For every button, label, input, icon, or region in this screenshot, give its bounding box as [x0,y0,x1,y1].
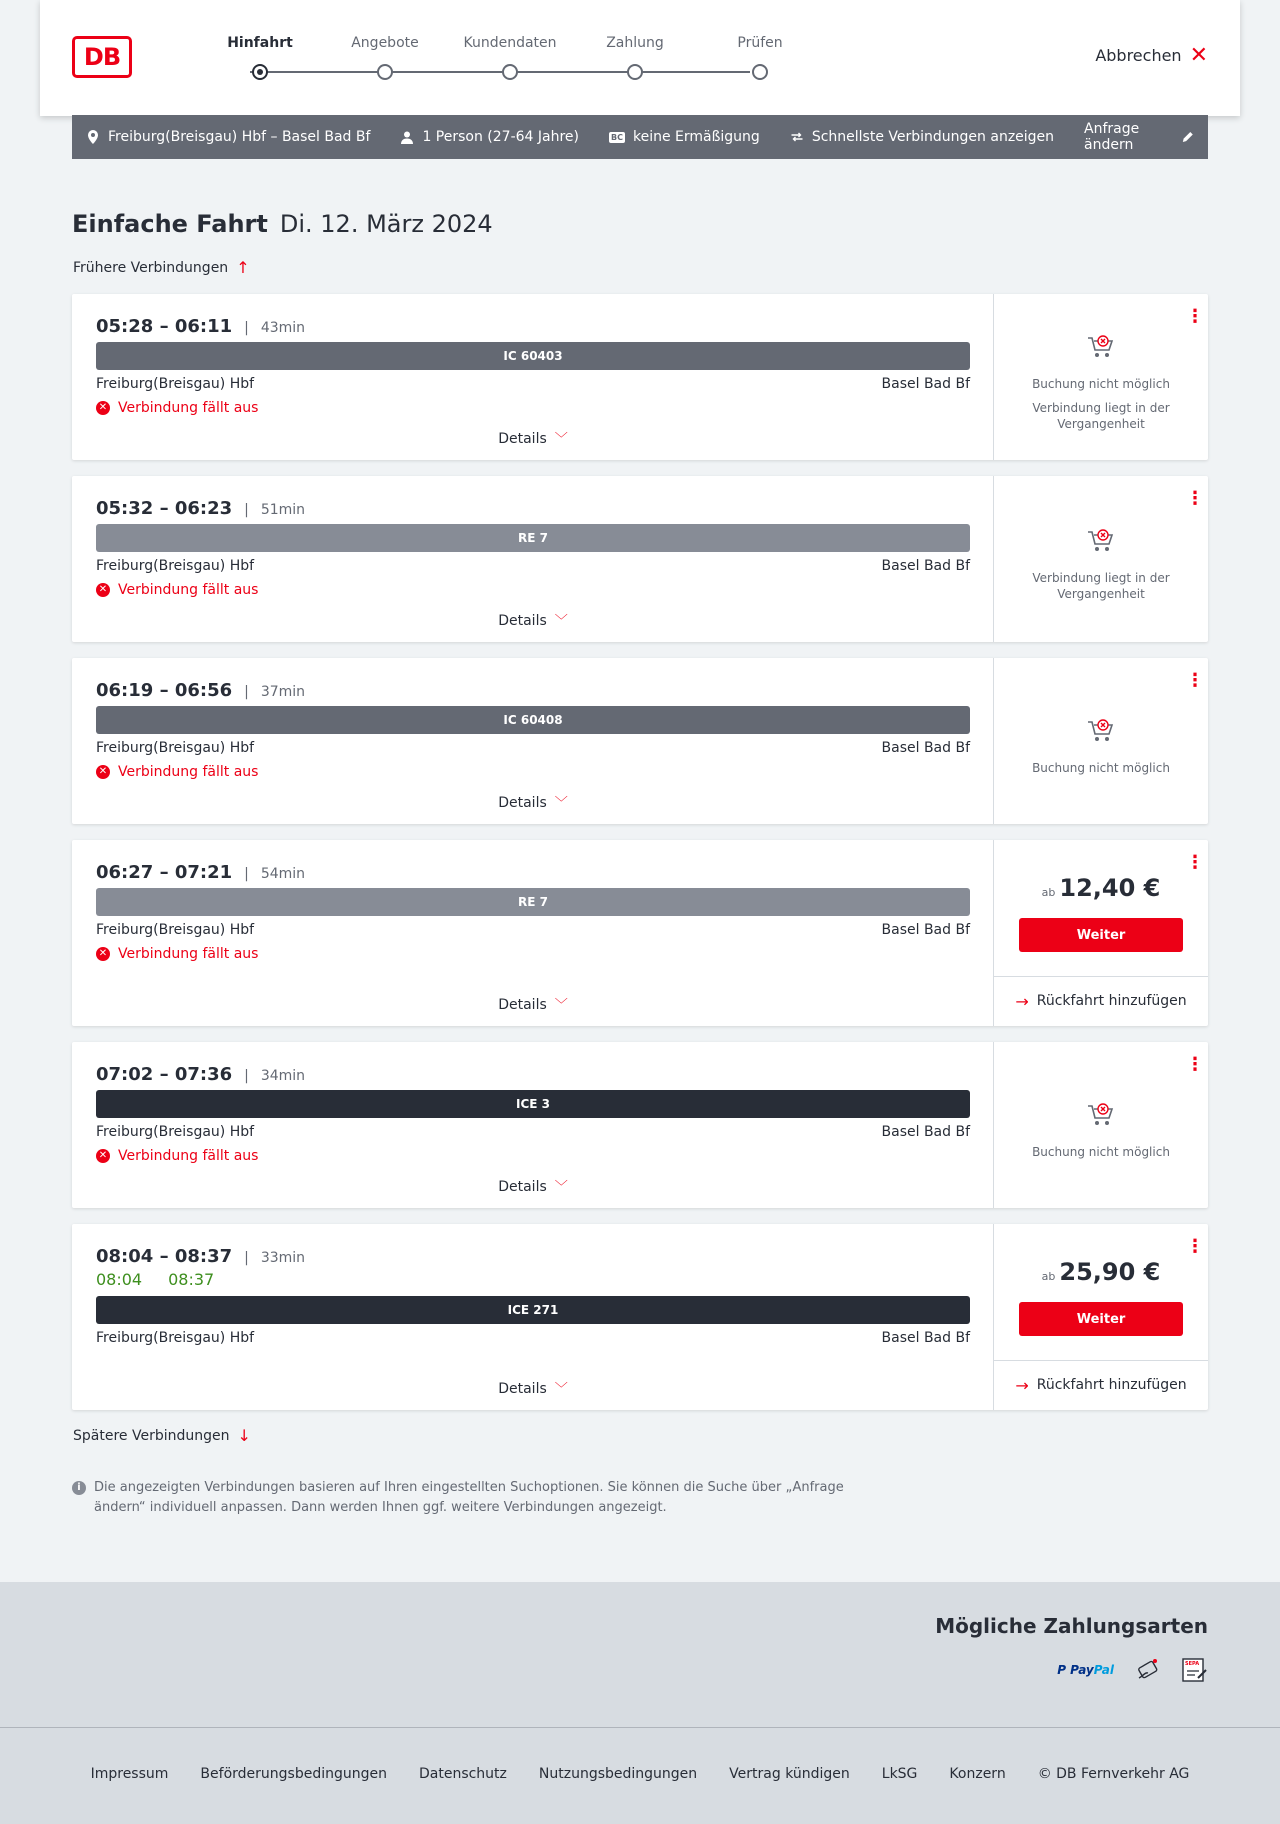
connection-card [72,658,1208,824]
departure-station: Freiburg(Breisgau) Hbf [96,922,255,938]
connection-times: 06:27 – 07:21 | 54min [96,862,306,883]
train-bar[interactable]: IC 60403 [96,342,970,370]
connection-offer-panel [994,840,1208,1026]
connection-card [72,1042,1208,1208]
chevron-down-icon: ﹀ [554,614,568,629]
connection-times: 08:04 – 08:37 | 33min [96,1246,306,1267]
details-toggle[interactable]: Details ﹀ [498,431,568,447]
booking-header [40,0,1240,116]
arrival-station: Basel Bad Bf [881,740,970,756]
realtime-times [96,1270,240,1289]
traveller-summary: 1 Person (27-64 Jahre) [400,129,579,145]
in-past-text: Verbindung liegt in der Vergangenheit [1032,571,1170,601]
error-x-icon: ✕ [96,1149,110,1163]
stations-row [96,376,970,392]
connection-offer-panel [994,1224,1208,1410]
connection-times: 05:32 – 06:23 | 51min [96,498,306,519]
details-toggle[interactable]: Details ﹀ [498,795,568,811]
train-bar[interactable]: IC 60408 [96,706,970,734]
cancelled-notice: ✕ Verbindung fällt aus [96,582,258,598]
step-pruefen: Prüfen [700,35,820,53]
cancel-button[interactable]: Abbrechen ✕ [1095,42,1208,68]
earlier-connections-link[interactable]: Frühere Verbindungen ↑ [73,258,250,277]
details-toggle[interactable]: Details ﹀ [498,1179,568,1195]
error-x-icon: ✕ [96,765,110,779]
train-bar[interactable]: ICE 3 [96,1090,970,1118]
payment-methods-title: Mögliche Zahlungsarten [935,1614,1208,1638]
more-options-icon[interactable]: ⋮ [1186,306,1204,327]
payment-icons [1035,1658,1208,1682]
stations-row [96,922,970,938]
chevron-down-icon: ﹀ [554,432,568,447]
footer-link-konzern[interactable]: Konzern [949,1766,1006,1782]
arrival-station: Basel Bad Bf [881,1124,970,1140]
connection-offer-panel [994,658,1208,824]
connection-card [72,1224,1208,1410]
cancelled-notice: ✕ Verbindung fällt aus [96,764,258,780]
footer-link-lksg[interactable]: LkSG [881,1766,918,1782]
realtime-departure: 08:04 [96,1270,143,1289]
payment-methods-section [0,1582,1280,1728]
connection-offer-panel [994,476,1208,642]
train-bar[interactable]: ICE 271 [96,1296,970,1324]
stepper-line [250,71,750,73]
arrow-right-icon: → [1015,991,1029,1011]
cart-unavailable-icon [1086,1102,1116,1128]
route-summary: Freiburg(Breisgau) Hbf – Basel Bad Bf [86,129,370,145]
info-icon: i [72,1481,86,1495]
price: ab 25,90 € [1041,1258,1161,1286]
filter-arrows-icon [790,132,804,142]
booking-impossible-text: Buchung nicht möglich [1032,1145,1170,1159]
more-options-icon[interactable]: ⋮ [1186,670,1204,691]
arrival-station: Basel Bad Bf [881,1330,970,1346]
sepa-mandate-icon: SEPA [1182,1658,1208,1682]
connection-main [72,1042,994,1208]
chevron-down-icon: ﹀ [554,1382,568,1397]
error-x-icon: ✕ [96,401,110,415]
booking-impossible-text: Buchung nicht möglich [1032,761,1170,775]
arrow-down-icon: ↓ [237,1426,251,1445]
chevron-down-icon: ﹀ [554,796,568,811]
chevron-down-icon: ﹀ [554,998,568,1013]
cancelled-notice: ✕ Verbindung fällt aus [96,1148,258,1164]
in-past-text: Verbindung liegt in der Vergangenheit [1032,401,1170,431]
connection-offer-panel [994,1042,1208,1208]
bahncard-icon: BC [611,132,623,142]
step-zahlung: Zahlung [575,35,695,53]
arrival-station: Basel Bad Bf [881,922,970,938]
step-hinfahrt: Hinfahrt [200,35,320,53]
stations-row [96,558,970,574]
footer-link-befoerderungsbedingungen[interactable]: Beförderungsbedingungen [200,1766,387,1782]
db-logo[interactable]: DB [72,36,132,78]
connection-offer-panel [994,294,1208,460]
pencil-icon [1182,130,1194,144]
cancelled-notice: ✕ Verbindung fällt aus [96,946,258,962]
connection-main [72,658,994,824]
train-bar[interactable]: RE 7 [96,888,970,916]
connection-main [72,1224,994,1410]
price: ab 12,40 € [1041,874,1161,902]
more-options-icon[interactable]: ⋮ [1186,852,1204,873]
cancelled-notice: ✕ Verbindung fällt aus [96,400,258,416]
progress-stepper [200,0,783,116]
connection-main [72,476,994,642]
add-return-trip-button[interactable]: → Rückfahrt hinzufügen [994,976,1208,1025]
more-options-icon[interactable]: ⋮ [1186,1054,1204,1075]
details-toggle[interactable]: Details ﹀ [498,613,568,629]
step-dot [627,64,643,80]
departure-station: Freiburg(Breisgau) Hbf [96,558,255,574]
details-toggle[interactable]: Details ﹀ [498,997,568,1013]
step-dot [377,64,393,80]
info-note: i Die angezeigten Verbindungen basieren auf Ihren eingestellten Suchoptionen. Sie können die Suche über „Anfrage ändern“ individuell anpassen. Dann werden Ihnen ggf. weitere Verbindungen angezeigt. [72,1478,852,1518]
footer-link-nutzungsbedingungen[interactable]: Nutzungsbedingungen [538,1766,698,1782]
error-x-icon: ✕ [96,947,110,961]
connection-card [72,476,1208,642]
cart-unavailable-icon [1086,718,1116,744]
cart-unavailable-icon [1086,528,1116,554]
connection-times: 06:19 – 06:56 | 37min [96,680,306,701]
stations-row [96,1124,970,1140]
stations-row [96,1330,970,1346]
details-toggle[interactable]: Details ﹀ [498,1381,568,1397]
search-option-summary: Schnellste Verbindungen anzeigen [790,129,1054,145]
later-connections-link[interactable]: Spätere Verbindungen ↓ [73,1426,251,1445]
add-return-trip-button[interactable]: → Rückfahrt hinzufügen [994,1360,1208,1409]
arrow-up-icon: ↑ [236,258,250,277]
search-summary-bar [72,115,1208,159]
error-x-icon: ✕ [96,583,110,597]
cart-unavailable-icon [1086,334,1116,360]
page-title: Einfache Fahrt Di. 12. März 2024 [72,210,493,238]
person-icon [400,131,414,144]
connection-card [72,294,1208,460]
paypal-icon: P PayPal [1057,1663,1114,1677]
more-options-icon[interactable]: ⋮ [1186,1236,1204,1257]
connection-times: 07:02 – 07:36 | 34min [96,1064,306,1085]
arrival-station: Basel Bad Bf [881,558,970,574]
step-dot-active [252,64,268,80]
chevron-down-icon: ﹀ [554,1180,568,1195]
location-pin-icon [86,130,100,144]
change-request-button[interactable]: Anfrage ändern [1084,121,1194,153]
step-dot [502,64,518,80]
booking-impossible-text: Buchung nicht möglich [1032,377,1170,391]
footer-links [0,1766,1280,1782]
step-dot [752,64,768,80]
connection-main [72,294,994,460]
footer-link-datenschutz[interactable]: Datenschutz [418,1766,507,1782]
credit-card-signature-icon [1136,1658,1160,1682]
footer [0,1728,1280,1824]
footer-copyright: © DB Fernverkehr AG [1037,1766,1190,1782]
close-icon: ✕ [1189,42,1208,68]
step-kundendaten: Kundendaten [450,35,570,53]
arrow-right-icon: → [1015,1375,1029,1395]
realtime-arrival: 08:37 [168,1270,215,1289]
connection-card [72,840,1208,1026]
discount-summary: BC keine Ermäßigung [611,129,760,145]
arrival-station: Basel Bad Bf [881,376,970,392]
stations-row [96,740,970,756]
connection-times: 05:28 – 06:11 | 43min [96,316,306,337]
footer-link-vertrag-kuendigen[interactable]: Vertrag kündigen [729,1766,850,1782]
more-options-icon[interactable]: ⋮ [1186,488,1204,509]
departure-station: Freiburg(Breisgau) Hbf [96,740,255,756]
continue-button[interactable]: Weiter [1019,1302,1183,1336]
departure-station: Freiburg(Breisgau) Hbf [96,1330,255,1346]
continue-button[interactable]: Weiter [1019,918,1183,952]
footer-link-impressum[interactable]: Impressum [90,1766,169,1782]
train-bar[interactable]: RE 7 [96,524,970,552]
departure-station: Freiburg(Breisgau) Hbf [96,1124,255,1140]
connection-main [72,840,994,1026]
step-angebote: Angebote [325,35,445,53]
departure-station: Freiburg(Breisgau) Hbf [96,376,255,392]
